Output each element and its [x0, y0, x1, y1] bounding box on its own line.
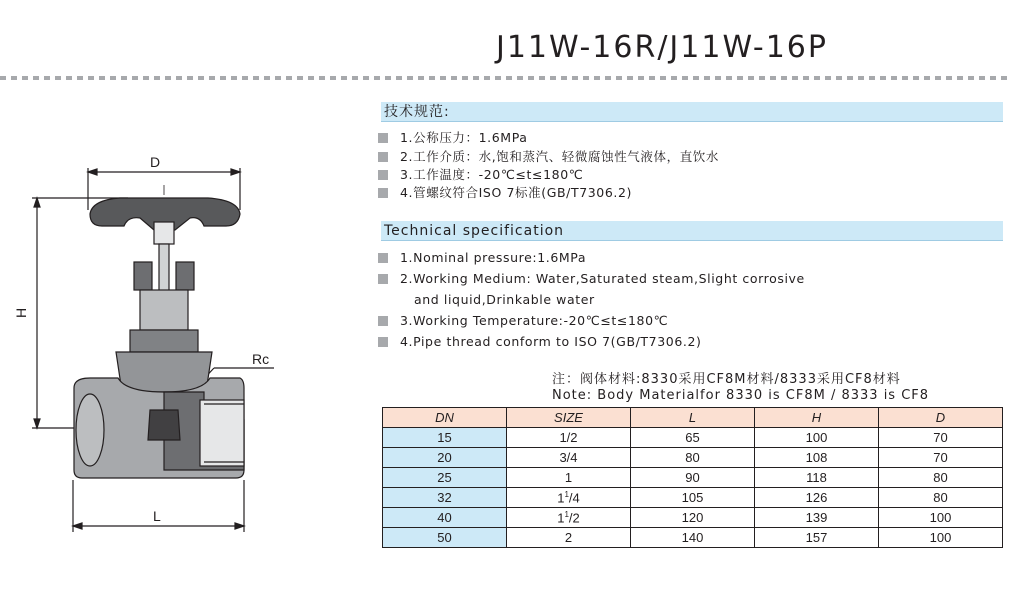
spec-en-item-text: 1.Nominal pressure:1.6MPa [400, 250, 587, 265]
h-arrow-top [34, 198, 40, 207]
page-title: J11W-16R/J11W-16P [496, 30, 828, 65]
cell-l: 65 [631, 428, 755, 448]
cell-h: 157 [755, 528, 879, 548]
spec-cn-header: 技术规范: [381, 102, 1003, 122]
cell-size: 1/2 [507, 428, 631, 448]
table-row [383, 508, 1003, 528]
spec-cn-item-text: 4.管螺纹符合ISO 7标准(GB/T7306.2) [400, 185, 633, 200]
cell-d: 80 [879, 468, 1003, 488]
label-h: H [13, 307, 29, 318]
cell-dn: 15 [383, 428, 507, 448]
note-cn: 注：阀体材料:8330采用CF8M材料/8333采用CF8材料 [552, 372, 901, 387]
cell-d: 70 [879, 448, 1003, 468]
spec-en-item [378, 334, 701, 350]
cell-d: 100 [879, 508, 1003, 528]
table-row [383, 468, 1003, 488]
spec-cn-item-text: 3.工作温度：-20℃≤t≤180℃ [400, 167, 584, 182]
cell-size: 2 [507, 528, 631, 548]
spec-cn-item-text: 1.公称压力：1.6MPa [400, 130, 528, 145]
bullet-square-icon [378, 337, 388, 347]
cell-l: 90 [631, 468, 755, 488]
spec-cn-item [378, 130, 528, 146]
dimension-table [382, 407, 1003, 548]
bullet-square-icon [378, 188, 388, 198]
d-arrow-right [231, 169, 240, 175]
cell-size: 1 [507, 468, 631, 488]
bullet-square-icon [378, 152, 388, 162]
note-en: Note: Body Materialfor 8330 is CF8M / 8333 is CF8 [552, 388, 930, 403]
spec-cn-item [378, 185, 632, 201]
cell-dn: 32 [383, 488, 507, 508]
cell-l: 105 [631, 488, 755, 508]
cell-dn: 50 [383, 528, 507, 548]
cell-d: 80 [879, 488, 1003, 508]
spec-cn-item [378, 167, 583, 183]
spec-en-item-text: 3.Working Temperature:-20℃≤t≤180℃ [400, 313, 669, 328]
table-row [383, 448, 1003, 468]
spec-en-item-text: 4.Pipe thread conform to ISO 7(GB/T7306.2) [400, 334, 702, 349]
l-arrow-right [235, 523, 244, 529]
cell-h: 100 [755, 428, 879, 448]
bullet-square-icon [378, 253, 388, 263]
cell-l: 120 [631, 508, 755, 528]
cell-dn: 40 [383, 508, 507, 528]
cell-h: 118 [755, 468, 879, 488]
cell-d: 100 [879, 528, 1003, 548]
cell-h: 108 [755, 448, 879, 468]
cell-d: 70 [879, 428, 1003, 448]
spec-cn-item [378, 149, 719, 165]
label-l: L [153, 508, 161, 524]
column-header: SIZE [507, 408, 631, 428]
cell-size: $1^1/4$ [507, 488, 631, 508]
cell-dn: 25 [383, 468, 507, 488]
valve-drawing [0, 0, 380, 602]
column-header: L [631, 408, 755, 428]
spec-en-header: Technical specification [381, 221, 1003, 241]
spec-cn-item-text: 2.工作介质：水,饱和蒸汽、轻微腐蚀性气液体，直饮水 [400, 149, 720, 164]
cell-size: $1^1/2$ [507, 508, 631, 528]
table-row [383, 528, 1003, 548]
column-header: D [879, 408, 1003, 428]
cell-h: 139 [755, 508, 879, 528]
table-row [383, 428, 1003, 448]
bullet-square-icon [378, 274, 388, 284]
h-arrow-bottom [34, 419, 40, 428]
bullet-square-icon [378, 133, 388, 143]
spec-en-item-text: 2.Working Medium: Water,Saturated steam,Slight corrosive [400, 271, 805, 286]
spec-en-item [378, 250, 586, 266]
bullet-square-icon [378, 170, 388, 180]
cell-l: 140 [631, 528, 755, 548]
spec-en-item [378, 313, 668, 329]
cell-h: 126 [755, 488, 879, 508]
bullet-square-icon [378, 316, 388, 326]
cell-size: 3/4 [507, 448, 631, 468]
label-d: D [150, 154, 161, 170]
label-rc: Rc [252, 351, 270, 367]
spec-en-item-continuation: and liquid,Drinkable water [414, 292, 595, 307]
column-header: H [755, 408, 879, 428]
l-arrow-left [73, 523, 82, 529]
cell-l: 80 [631, 448, 755, 468]
column-header: DN [383, 408, 507, 428]
table-row [383, 488, 1003, 508]
table-header-row [383, 408, 1003, 428]
cell-dn: 20 [383, 448, 507, 468]
d-arrow-left [88, 169, 97, 175]
spec-en-item [378, 271, 805, 287]
